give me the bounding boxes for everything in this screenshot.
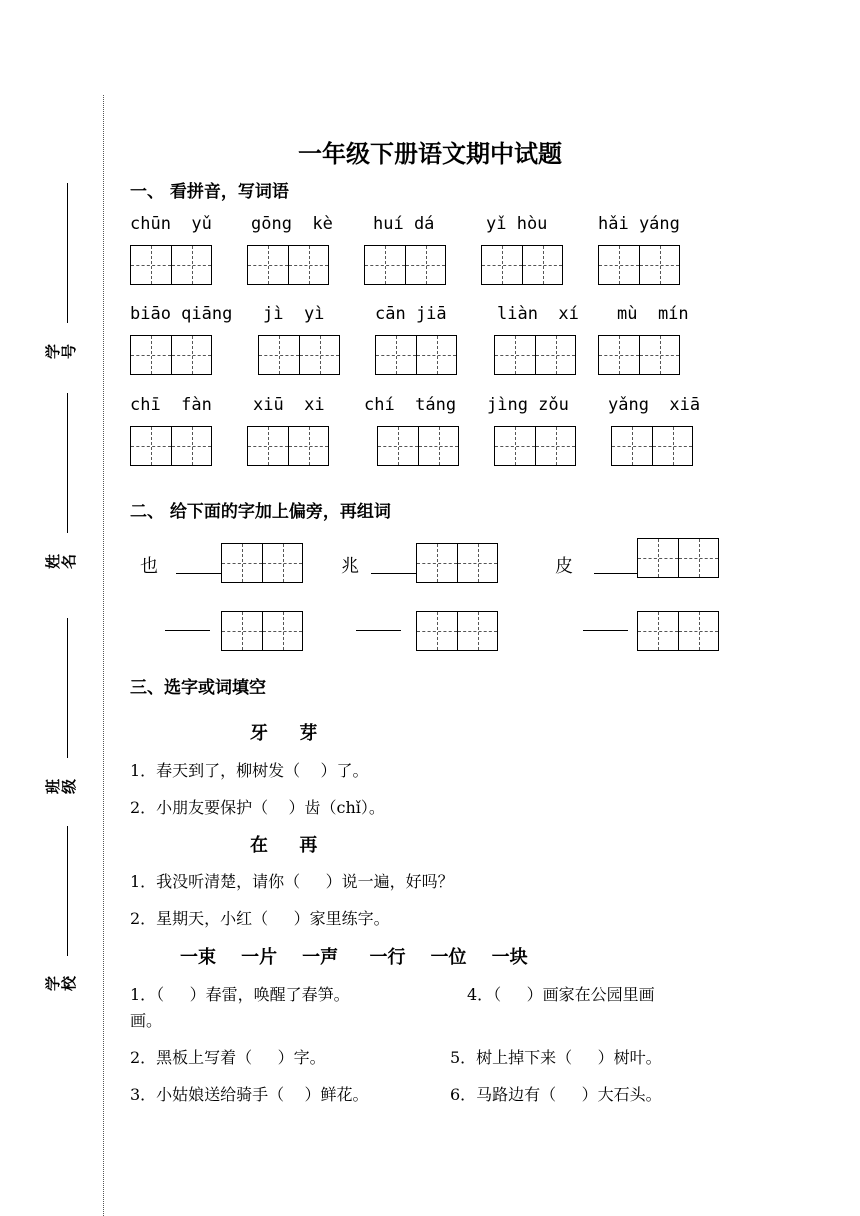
fill-blank-question: 1．（ ）春雷，唤醒了春笋。 xyxy=(130,985,350,1004)
section-2-heading: 二、 给下面的字加上偏旁，再组词 xyxy=(130,502,391,522)
fill-blank-question: 1．我没听清楚，请你（ ）说一遍，好吗？ xyxy=(130,872,454,891)
writing-grid[interactable] xyxy=(377,426,459,466)
writing-grid[interactable] xyxy=(494,335,576,375)
name-write-line xyxy=(67,393,68,533)
word-choice-group: 牙 芽 xyxy=(250,723,318,744)
writing-grid[interactable] xyxy=(416,611,498,651)
radical-char: 兆 xyxy=(341,556,359,577)
pinyin-label: jì yì xyxy=(263,304,325,324)
pinyin-label: hǎi yáng xyxy=(598,214,680,234)
name-label: 姓名 xyxy=(44,553,78,569)
writing-grid[interactable] xyxy=(130,335,212,375)
pinyin-label: yǎng xiā xyxy=(608,395,701,415)
pinyin-label: yǐ hòu xyxy=(486,214,548,234)
pinyin-label: chí táng xyxy=(364,395,457,415)
writing-grid[interactable] xyxy=(598,245,680,285)
pinyin-label: cān jiā xyxy=(375,304,447,324)
section-3-heading: 三、选字或词填空 xyxy=(130,678,266,698)
pinyin-label: chūn yǔ xyxy=(130,214,212,234)
pinyin-label: huí dá xyxy=(373,214,435,234)
writing-grid[interactable] xyxy=(637,611,719,651)
writing-grid[interactable] xyxy=(247,245,329,285)
writing-grid[interactable] xyxy=(481,245,563,285)
school-label: 学校 xyxy=(44,975,78,991)
student-id-write-line xyxy=(67,183,68,323)
radical-char: 皮 xyxy=(555,556,573,577)
fill-blank-question: 6．马路边有（ ）大石头。 xyxy=(450,1085,662,1104)
answer-blank[interactable] xyxy=(371,573,416,574)
answer-blank[interactable] xyxy=(165,630,210,631)
word-choice-group: 一束 一片 一声 一行 一位 一块 xyxy=(180,947,528,968)
fill-blank-question: 2．小朋友要保护（ ）齿（chǐ）。 xyxy=(130,798,385,817)
writing-grid[interactable] xyxy=(598,335,680,375)
answer-blank[interactable] xyxy=(176,573,221,574)
radical-char: 也 xyxy=(140,556,158,577)
fill-blank-question: 5．树上掉下来（ ）树叶。 xyxy=(450,1048,662,1067)
answer-blank[interactable] xyxy=(356,630,401,631)
writing-grid[interactable] xyxy=(637,538,719,578)
writing-grid[interactable] xyxy=(130,245,212,285)
writing-grid[interactable] xyxy=(364,245,446,285)
writing-grid[interactable] xyxy=(258,335,340,375)
writing-grid[interactable] xyxy=(221,611,303,651)
binding-dotted-line xyxy=(103,95,104,1216)
fill-blank-question: 4．（ ）画家在公园里画 xyxy=(467,985,655,1004)
fill-blank-question: 2．星期天，小红（ ）家里练字。 xyxy=(130,909,390,928)
section-1-heading: 一、 看拼音，写词语 xyxy=(130,182,289,202)
class-label: 班级 xyxy=(44,778,78,794)
pinyin-label: biāo qiāng xyxy=(130,304,233,324)
word-choice-group: 在 再 xyxy=(250,835,318,856)
writing-grid[interactable] xyxy=(611,426,693,466)
pinyin-label: liàn xí xyxy=(497,304,579,324)
fill-blank-question: 3．小姑娘送给骑手（ ）鲜花。 xyxy=(130,1085,369,1104)
writing-grid[interactable] xyxy=(130,426,212,466)
fill-blank-question: 2．黑板上写着（ ）字。 xyxy=(130,1048,326,1067)
writing-grid[interactable] xyxy=(416,543,498,583)
student-id-label: 学号 xyxy=(44,343,78,359)
pinyin-label: mù mín xyxy=(617,304,689,324)
writing-grid[interactable] xyxy=(247,426,329,466)
fill-blank-question-wrap: 画。 xyxy=(130,1011,163,1030)
writing-grid[interactable] xyxy=(221,543,303,583)
pinyin-label: gōng kè xyxy=(251,214,333,234)
answer-blank[interactable] xyxy=(583,630,628,631)
class-write-line xyxy=(67,618,68,758)
answer-blank[interactable] xyxy=(594,573,637,574)
writing-grid[interactable] xyxy=(494,426,576,466)
page-title: 一年级下册语文期中试题 xyxy=(298,140,562,168)
writing-grid[interactable] xyxy=(375,335,457,375)
pinyin-label: jìng zǒu xyxy=(487,395,569,415)
pinyin-label: xiū xi xyxy=(253,395,325,415)
fill-blank-question: 1．春天到了，柳树发（ ）了。 xyxy=(130,761,369,780)
school-write-line xyxy=(67,826,68,956)
pinyin-label: chī fàn xyxy=(130,395,212,415)
